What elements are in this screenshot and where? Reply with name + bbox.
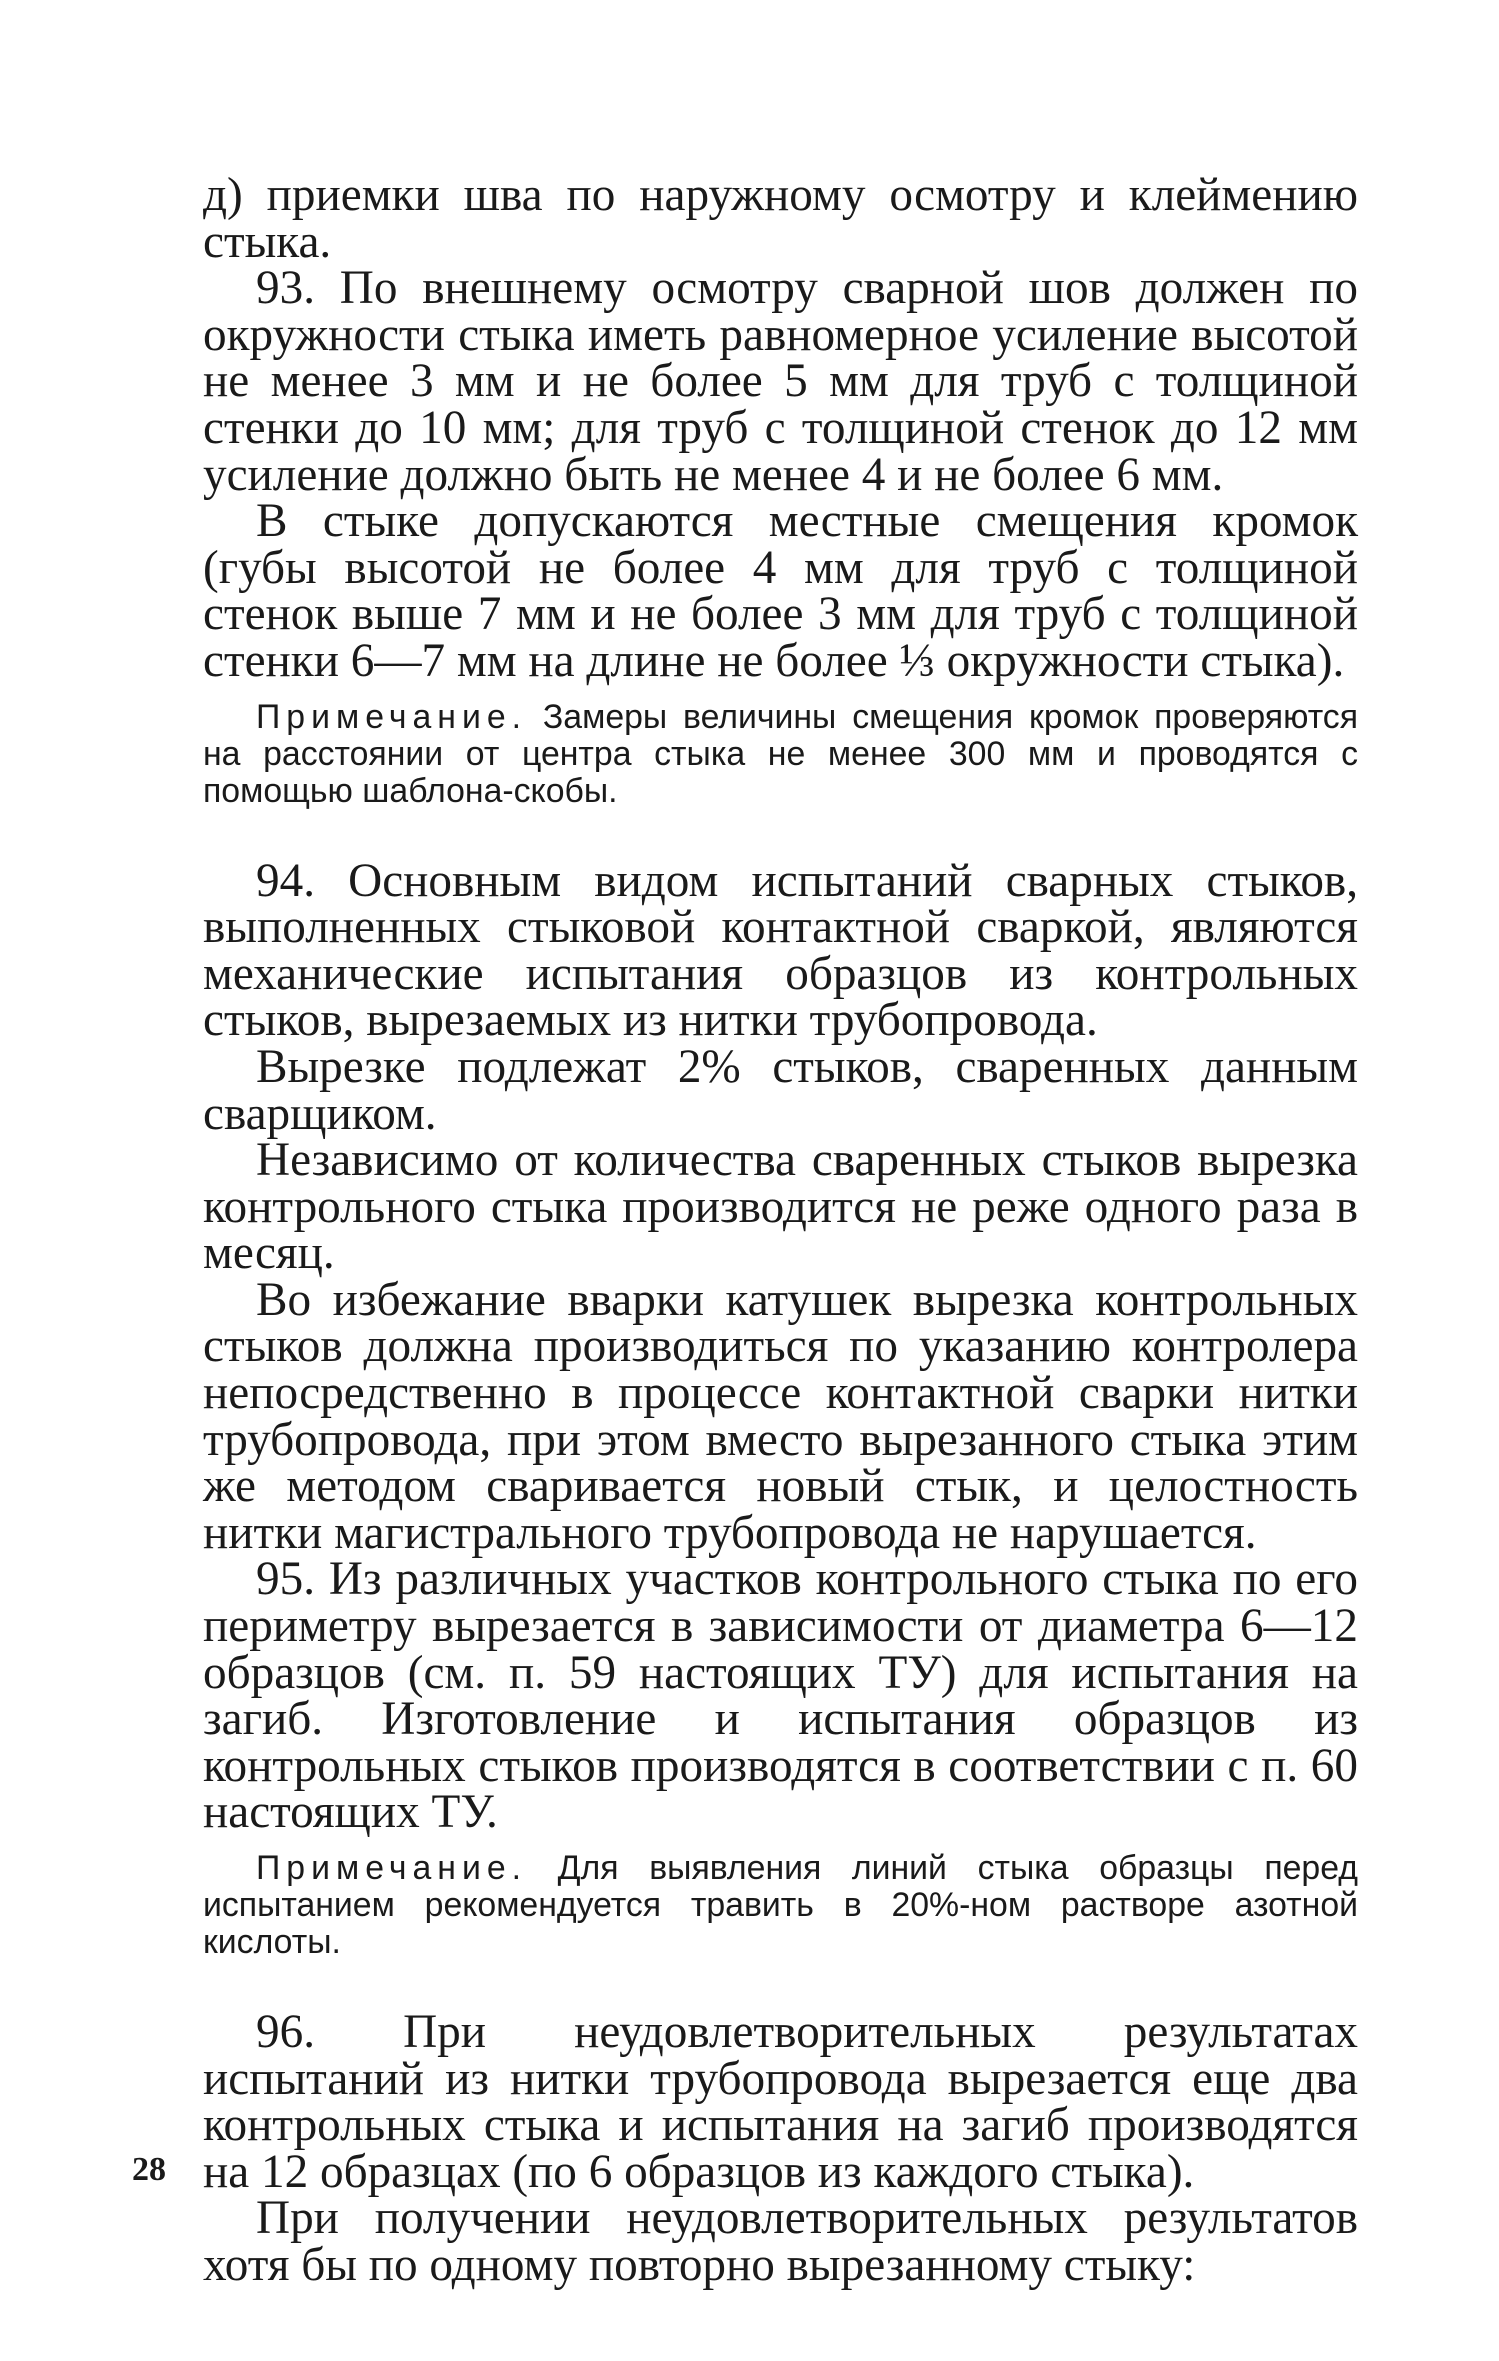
paragraph-94-procedure: Во избежание вварки катушек вырезка контрольных стыков должна производиться по указанию контролера непосредственно в процессе контактной сварки нитки трубопровода, при этом вместо вырезанного стыка этим же методом сваривается новый стык, и целостность нитки магистрального трубопровода не нарушается. (203, 1273, 1358, 1559)
note-heading: Примечание. (256, 697, 528, 736)
paragraph-94-monthly: Независимо от количества сваренных стыков вырезка контрольного стыка производится не реже одного раза в месяц. (203, 1134, 1358, 1280)
page-number: 28 (132, 2151, 166, 2188)
paragraph-d: д) приемки шва по наружному осмотру и клеймению стыка. (203, 169, 1358, 268)
paragraph-96-repeat: При получении неудовлетворительных результатов хотя бы по одному повторно вырезанному стыку: (203, 2192, 1358, 2291)
paragraph-96: 96. При неудовлетворительных результатах испытаний из нитки трубопровода вырезается еще два контрольных стыка и испытания на загиб производятся на 12 образцах (по 6 образцов из каждого стыка). (203, 2006, 1358, 2198)
paragraph-95: 95. Из различных участков контрольного стыка по его периметру вырезается в зависимости от диаметра 6—12 образцов (см. п. 59 настоящих ТУ) для испытания на загиб. Изготовление и испытания образцов из контрольных стыков производятся в соответствии с п. 60 настоящих ТУ. (203, 1553, 1358, 1839)
paragraph-93-edge-offset: В стыке допускаются местные смещения кромок (губы высотой не более 4 мм для труб с толщиной стенок выше 7 мм и не более 3 мм для труб с толщиной стенки 6—7 мм на длине не более ⅓ окружности стыка). (203, 495, 1358, 687)
note-etching (203, 1850, 1358, 1961)
note-text: Для выявления линий стыка образцы перед испытанием рекомендуется травить в 20%-ном растворе азотной кислоты. (203, 1849, 1359, 1961)
paragraph-94: 94. Основным видом испытаний сварных стыков, выполненных стыковой контактной сваркой, являются механические испытания образцов из контрольных стыков, вырезаемых из нитки трубопровода. (203, 854, 1358, 1047)
paragraph-94-cut-share: Вырезке подлежат 2% стыков, сваренных данным сварщиком. (203, 1040, 1358, 1140)
paragraph-93: 93. По внешнему осмотру сварной шов должен по окружности стыка иметь равномерное усиление высотой не менее 3 мм и не более 5 мм для труб с толщиной стенки до 10 мм; для труб с толщиной стенок до 12 мм усиление должно быть не менее 4 и не более 6 мм. (203, 262, 1358, 501)
note-edge-measurement (203, 699, 1358, 810)
page-body (203, 169, 1359, 2291)
note-heading: Примечание. (256, 1849, 528, 1887)
note-text: Замеры величины смещения кромок проверяются на расстоянии от центра стыка не менее 300 мм и проводятся с помощью шаблона-скобы. (203, 697, 1358, 810)
